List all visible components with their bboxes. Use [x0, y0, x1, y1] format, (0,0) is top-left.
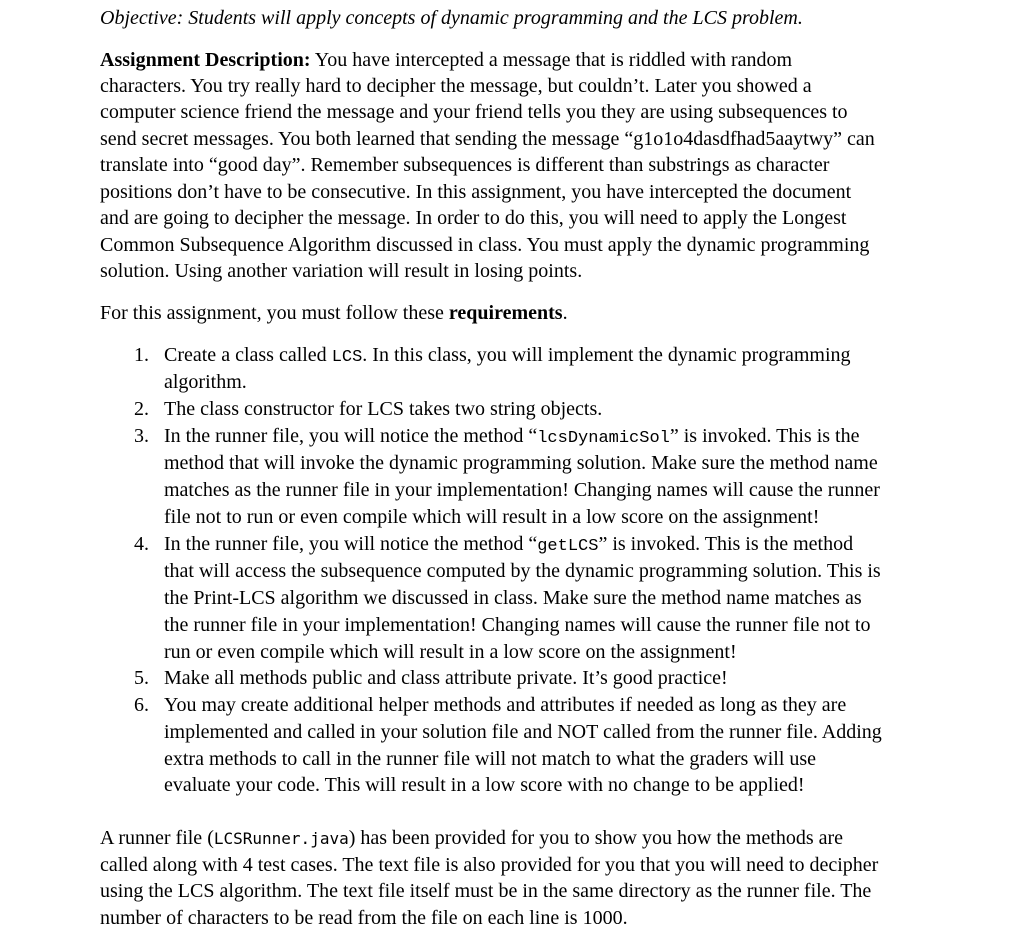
requirements-intro: For this assignment, you must follow these requirements.: [100, 302, 568, 324]
code-method-name: lcsDynamicSol: [537, 429, 670, 448]
description-line: and are going to decipher the message. In order to do this, you will need to apply the Longest: [100, 207, 847, 229]
objective-text: Objective: Students will apply concepts of dynamic programming and the LCS problem.: [100, 7, 803, 29]
description-line: characters. You try really hard to decipher the message, but couldn’t. Later you showed a: [100, 75, 812, 97]
list-number: 4.: [134, 533, 149, 555]
description-line: translate into “good day”. Remember subsequences is different than substrings as character: [100, 154, 830, 176]
list-number: 2.: [134, 398, 149, 420]
description-line: positions don’t have to be consecutive. In this assignment, you have intercepted the document: [100, 181, 852, 203]
code-class-name: LCS: [331, 348, 363, 367]
list-number: 5.: [134, 667, 149, 689]
description-line: Common Subsequence Algorithm discussed in class. You must apply the dynamic programming: [100, 234, 870, 256]
description-line: computer science friend the message and your friend tells you they are using subsequences to: [100, 101, 848, 123]
list-number: 1.: [134, 344, 149, 366]
description-line: solution. Using another variation will result in losing points.: [100, 260, 583, 282]
code-file-name: LCSRunner.java: [213, 829, 349, 848]
description-label: Assignment Description:: [100, 49, 311, 71]
description-line: Assignment Description: You have intercepted a message that is riddled with random: [100, 49, 793, 71]
description-line: send secret messages. You both learned that sending the message “g1o1o4dasdfhad5aaytwy” can: [100, 128, 875, 150]
requirements-keyword: requirements: [448, 302, 563, 324]
code-method-name: getLCS: [537, 537, 599, 556]
list-number: 6.: [134, 694, 149, 716]
list-number: 3.: [134, 425, 149, 447]
